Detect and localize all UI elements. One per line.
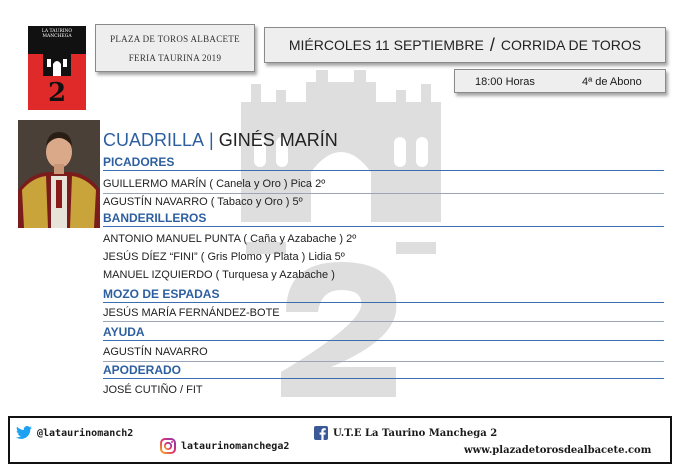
- event-type: CORRIDA DE TOROS: [500, 37, 642, 53]
- bullring-logo-icon: [42, 44, 72, 78]
- section-ayuda: AYUDA: [103, 325, 664, 341]
- torero-photo: [18, 120, 100, 228]
- logo-number: 2: [47, 78, 67, 108]
- row-divider: [103, 361, 664, 362]
- date-box: [264, 27, 666, 63]
- member-row: AGUSTÍN NAVARRO: [103, 346, 208, 358]
- logo-text: LA TAURINO MANCHEGA: [41, 29, 73, 39]
- member-row: GUILLERMO MARÍN ( Canela y Oro ) Pica 2º: [103, 178, 326, 190]
- cuadrilla-title: [103, 130, 338, 151]
- instagram-icon: [160, 438, 176, 454]
- plaza-info-box: [95, 24, 255, 72]
- instagram-link[interactable]: [160, 438, 289, 454]
- member-row: JESÚS DÍEZ “FINI” ( Gris Plomo y Plata ) Lidia 5º: [103, 251, 345, 263]
- row-divider: [103, 193, 664, 194]
- time-box: [454, 69, 666, 93]
- feria-name: FERIA TAURINA 2019: [128, 53, 222, 63]
- facebook-icon: [314, 426, 328, 440]
- section-mozo-de-espadas: MOZO DE ESPADAS: [103, 287, 664, 303]
- abono-number: 4ª de Abono: [582, 76, 642, 88]
- website-url: www.plazadetorosdealbacete.com: [464, 445, 652, 456]
- section-banderilleros: BANDERILLEROS: [103, 211, 664, 227]
- twitter-link[interactable]: [16, 426, 133, 440]
- twitter-icon: [16, 426, 32, 440]
- date-separator: /: [489, 34, 495, 55]
- row-divider: [103, 321, 664, 322]
- member-row: ANTONIO MANUEL PUNTA ( Caña y Azabache ) 2º: [103, 233, 357, 245]
- taurino-manchega-logo: [28, 26, 86, 110]
- title-separator: |: [209, 130, 214, 150]
- member-row: JOSÉ CUTIÑO / FIT: [103, 384, 203, 396]
- instagram-handle: lataurinomanchega2: [181, 440, 290, 452]
- section-apoderado: APODERADO: [103, 363, 664, 379]
- twitter-handle: @lataurinomanch2: [37, 427, 134, 439]
- torero-name: GINÉS MARÍN: [218, 130, 338, 150]
- member-row: AGUSTÍN NAVARRO ( Tabaco y Oro ) 5º: [103, 196, 303, 208]
- social-footer: [8, 416, 672, 464]
- plaza-name: PLAZA DE TOROS ALBACETE: [110, 34, 240, 44]
- section-picadores: PICADORES: [103, 155, 664, 171]
- member-row: JESÚS MARÍA FERNÁNDEZ-BOTE: [103, 307, 280, 319]
- member-row: MANUEL IZQUIERDO ( Turquesa y Azabache ): [103, 269, 335, 281]
- website-link[interactable]: [464, 445, 651, 456]
- facebook-page: U.T.E La Taurino Manchega 2: [333, 427, 498, 439]
- cuadrilla-label: CUADRILLA: [103, 130, 205, 150]
- event-date: MIÉRCOLES 11 SEPTIEMBRE: [288, 37, 484, 53]
- facebook-link[interactable]: [314, 426, 497, 440]
- event-time: 18:00 Horas: [475, 76, 535, 88]
